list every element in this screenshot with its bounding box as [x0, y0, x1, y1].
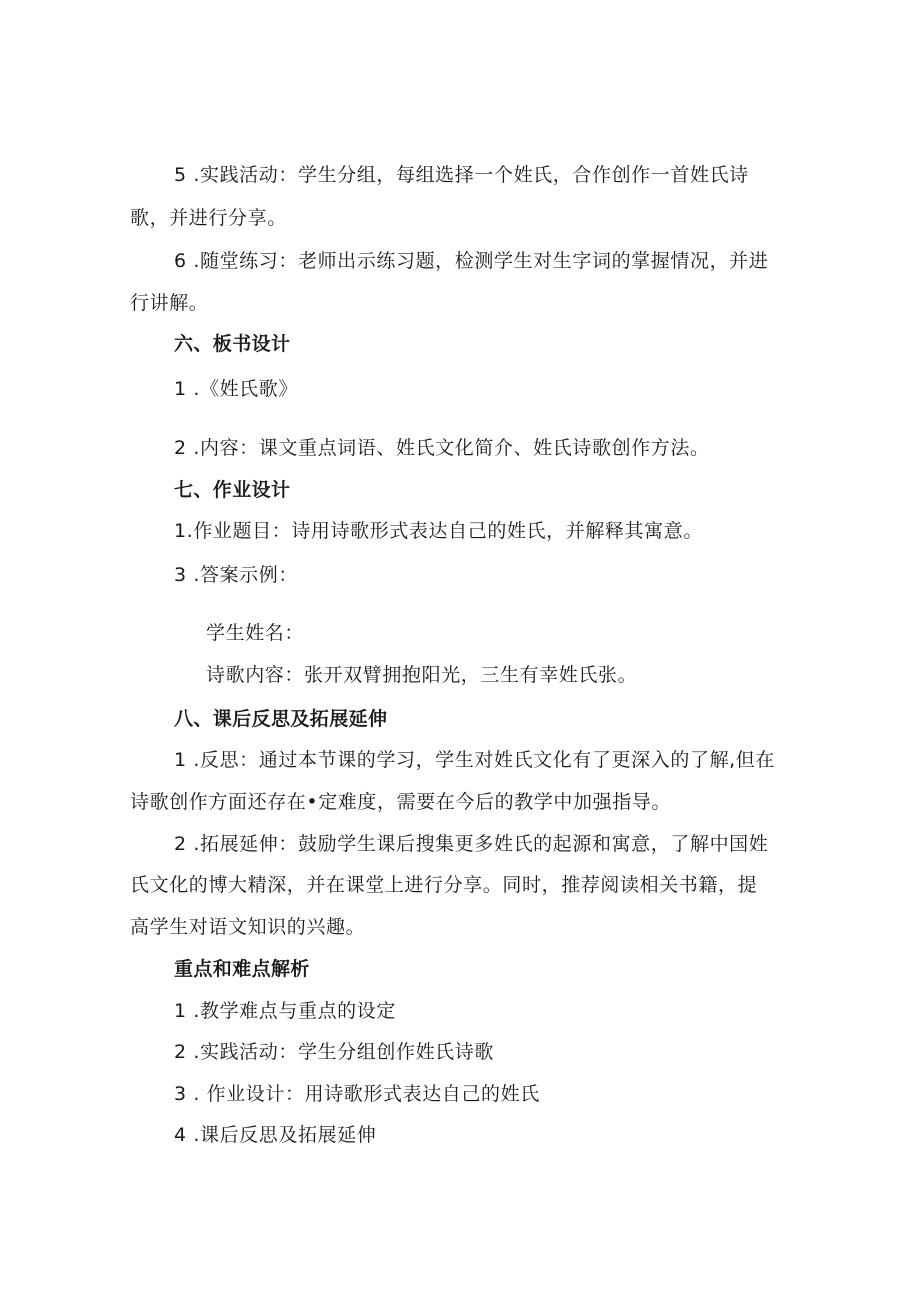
- homework-item-3: 3 .答案示例：: [174, 564, 298, 586]
- reflection-heading: 八、课后反思及拓展延伸: [174, 708, 388, 730]
- reflection-item-2-line-1: 2 .拓展延伸：鼓励学生课后搜集更多姓氏的起源和寓意，了解中国姓: [174, 833, 769, 855]
- practice-item-5-line-2: 歌，并进行分享。: [130, 207, 287, 229]
- key-points-item-4: 4 .课后反思及拓展延伸: [174, 1124, 377, 1146]
- key-points-item-2: 2 .实践活动：学生分组创作姓氏诗歌: [174, 1041, 494, 1063]
- key-points-heading: 重点和难点解析: [174, 958, 310, 980]
- practice-item-6-line-2: 行讲解。: [130, 292, 209, 314]
- board-design-item-1: 1 .《姓氏歌》: [174, 378, 298, 400]
- practice-item-6-line-1: 6 .随堂练习：老师出示练习题，检测学生对生字词的掌握情况，并进: [174, 250, 769, 272]
- reflection-item-2-line-2: 氏文化的博大精深，并在课堂上进行分享。同时，推荐阅读相关书籍，提: [130, 874, 758, 896]
- homework-heading: 七、作业设计: [174, 479, 291, 501]
- reflection-item-1-line-2: 诗歌创作方面还存在•定难度，需要在今后的教学中加强指导。: [130, 791, 672, 813]
- key-points-item-1: 1 .教学难点与重点的设定: [174, 1000, 396, 1022]
- homework-item-1: 1.作业题目：诗用诗歌形式表达自己的姓氏，并解释其寓意。: [174, 520, 703, 542]
- key-points-item-3: 3 . 作业设计：用诗歌形式表达自己的姓氏: [174, 1083, 540, 1105]
- reflection-item-2-line-3: 高学生对语文知识的兴趣。: [130, 916, 366, 938]
- board-design-heading: 六、板书设计: [174, 333, 291, 355]
- homework-student-name: 学生姓名：: [206, 622, 305, 644]
- homework-poem-content: 诗歌内容：张开双臂拥抱阳光，三生有幸姓氏张。: [206, 664, 638, 686]
- board-design-item-2: 2 .内容：课文重点词语、姓氏文化简介、姓氏诗歌创作方法。: [174, 437, 710, 459]
- practice-item-5-line-1: 5 .实践活动：学生分组，每组选择一个姓氏，合作创作一首姓氏诗: [174, 164, 749, 186]
- reflection-item-1-line-1: 1 .反思：通过本节课的学习，学生对姓氏文化有了更深入的了解,但在: [174, 749, 776, 771]
